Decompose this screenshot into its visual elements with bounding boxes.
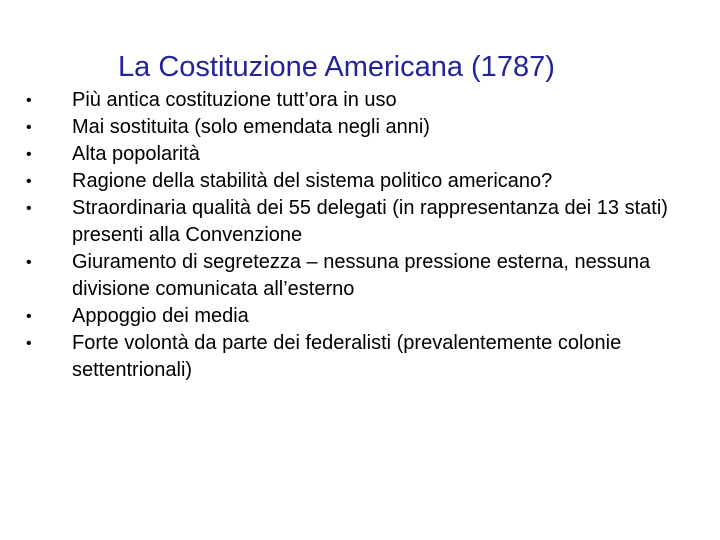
bullet-icon: • xyxy=(26,308,32,325)
bullet-text: Straordinaria qualità dei 55 delegati (in rappresentanza dei 13 stati) presenti alla Convenzione xyxy=(72,197,668,246)
bullet-icon: • xyxy=(26,335,32,352)
bullet-text: Giuramento di segretezza – nessuna pressione esterna, nessuna divisione comunicata all’esterno xyxy=(72,251,651,300)
bullet-icon: • xyxy=(26,254,32,271)
bullet-item xyxy=(26,141,686,168)
bullet-icon: • xyxy=(26,119,32,136)
bullet-icon: • xyxy=(26,146,32,163)
bullet-text: Ragione della stabilità del sistema politico americano? xyxy=(72,170,553,192)
bullet-item xyxy=(26,195,686,249)
bullet-text: Più antica costituzione tutt’ora in uso xyxy=(72,89,397,111)
bullet-text: Alta popolarità xyxy=(72,143,200,165)
bullet-icon: • xyxy=(26,173,32,190)
bullet-item xyxy=(26,114,686,141)
bullet-text: Forte volontà da parte dei federalisti (prevalentemente colonie settentrionali) xyxy=(72,332,622,381)
bullet-text: Appoggio dei media xyxy=(72,305,249,327)
bullet-item xyxy=(26,87,686,114)
bullet-text: Mai sostituita (solo emendata negli anni) xyxy=(72,116,430,138)
bullet-item xyxy=(26,330,686,384)
bullet-icon: • xyxy=(26,200,32,217)
bullet-item xyxy=(26,168,686,195)
bullet-icon: • xyxy=(26,92,32,109)
slide-title: La Costituzione Americana (1787) xyxy=(118,51,555,83)
bullet-item xyxy=(26,249,686,303)
bullet-list xyxy=(26,87,686,384)
bullet-item xyxy=(26,303,686,330)
